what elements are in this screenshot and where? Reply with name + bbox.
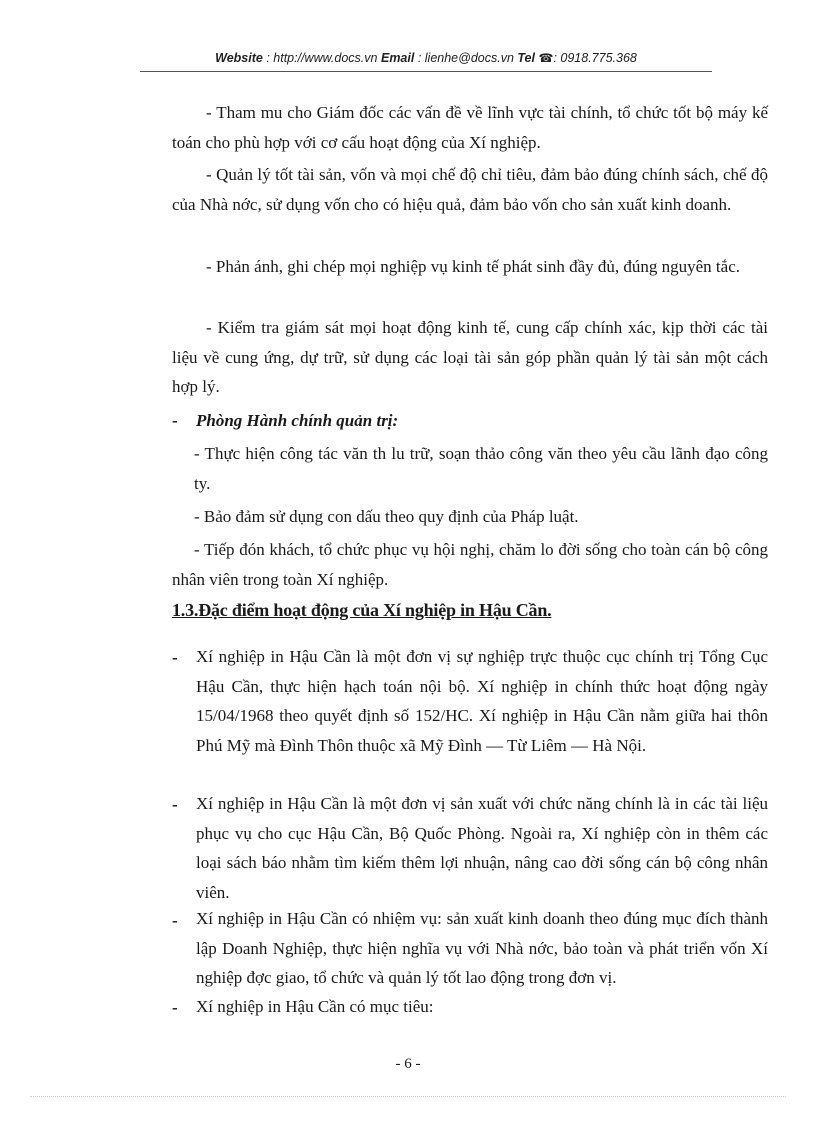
website-value[interactable]: : http://www.docs.vn [266,51,378,65]
paragraph-1: - Tham mu cho Giám đốc các vấn đề về lĩnh vực tài chính, tổ chức tốt bộ máy kế toán cho phù hợp với cơ cấu hoạt động của Xí nghiệp. [172,103,768,152]
department-duty-3: - Tiếp đón khách, tổ chức phục vụ hội nghị, chăm lo đời sống cho toàn cán bộ công nhân viên trong toàn Xí nghiệp. [172,540,768,589]
paragraph-4: - Kiểm tra giám sát mọi hoạt động kinh tế, cung cấp chính xác, kịp thời các tài liệu về cung ứng, dự trữ, sử dụng các loại tài sản góp phần quản lý tài sản một cách hợp lý. [172,318,768,396]
department-title: Phòng Hành chính quản trị: [196,411,399,430]
bullet-marker: - [172,911,178,930]
department-duty-1: - Thực hiện công tác văn th lu trữ, soạn thảo công văn theo yêu cầu lãnh đạo công ty. [194,444,768,493]
email-label: Email [380,51,415,65]
paragraph-3: - Phản ánh, ghi chép mọi nghiệp vụ kinh tế phát sinh đầy đủ, đúng nguyên tắc. [206,257,740,276]
paragraph-2: - Quản lý tốt tài sản, vốn và mọi chế độ chỉ tiêu, đảm bảo đúng chính sách, chế độ của Nhà nớc, sử dụng vốn cho có hiệu quả, đảm bảo vốn cho sản xuất kinh doanh. [172,165,768,214]
bullet-item: Xí nghiệp in Hậu Cần là một đơn vị sản xuất với chức năng chính là in các tài liệu phục vụ cho cục Hậu Cần, Bộ Quốc Phòng. Ngoài ra, Xí nghiệp còn in thêm các loại sách báo nhằm tìm kiếm thêm lợi nhuận, nâng cao đời sống cán bộ công nhân viên. [196,794,768,902]
bullet-marker: - [172,648,178,667]
bullet-marker: - [172,795,178,814]
website-label: Website [215,51,263,65]
bullet-marker: - [172,998,178,1017]
bullet-item: Xí nghiệp in Hậu Cần có nhiệm vụ: sản xuất kinh doanh theo đúng mục đích thành lập Doanh Nghiệp, thực hiện nghĩa vụ với Nhà nớc, bảo toàn và phát triển vốn Xí nghiệp đợc giao, tổ chức và quản lý tốt lao động trong đơn vị. [196,909,768,987]
department-dash: - [172,411,178,430]
bullet-item: Xí nghiệp in Hậu Cần là một đơn vị sự nghiệp trực thuộc cục chính trị Tổng Cục Hậu Cần, thực hiện hạch toán nội bộ. Xí nghiệp in chính thức hoạt động ngày 15/04/1968 theo quyết định số 152/HC. Xí nghiệp in Hậu Cần nằm giữa hai thôn Phú Mỹ mà Đình Thôn thuộc xã Mỹ Đình — Từ Liêm — Hà Nội. [196,647,768,755]
department-duty-2: - Bảo đảm sử dụng con dấu theo quy định của Pháp luật. [194,507,579,526]
bullet-item: Xí nghiệp in Hậu Cần có mục tiêu: [196,997,434,1016]
phone-icon: ☎ [538,51,554,65]
header-divider [140,71,712,72]
page-bottom-divider [30,1096,786,1097]
tel-value: : 0918.775.368 [553,51,637,65]
tel-label: Tel [517,51,535,65]
page-header [140,51,712,65]
section-heading: 1.3.Đặc điểm hoạt động của Xí nghiệp in Hậu Cần. [172,600,552,620]
email-value[interactable]: : lienhe@docs.vn [417,51,514,65]
page-number: - 6 - [395,1056,421,1072]
